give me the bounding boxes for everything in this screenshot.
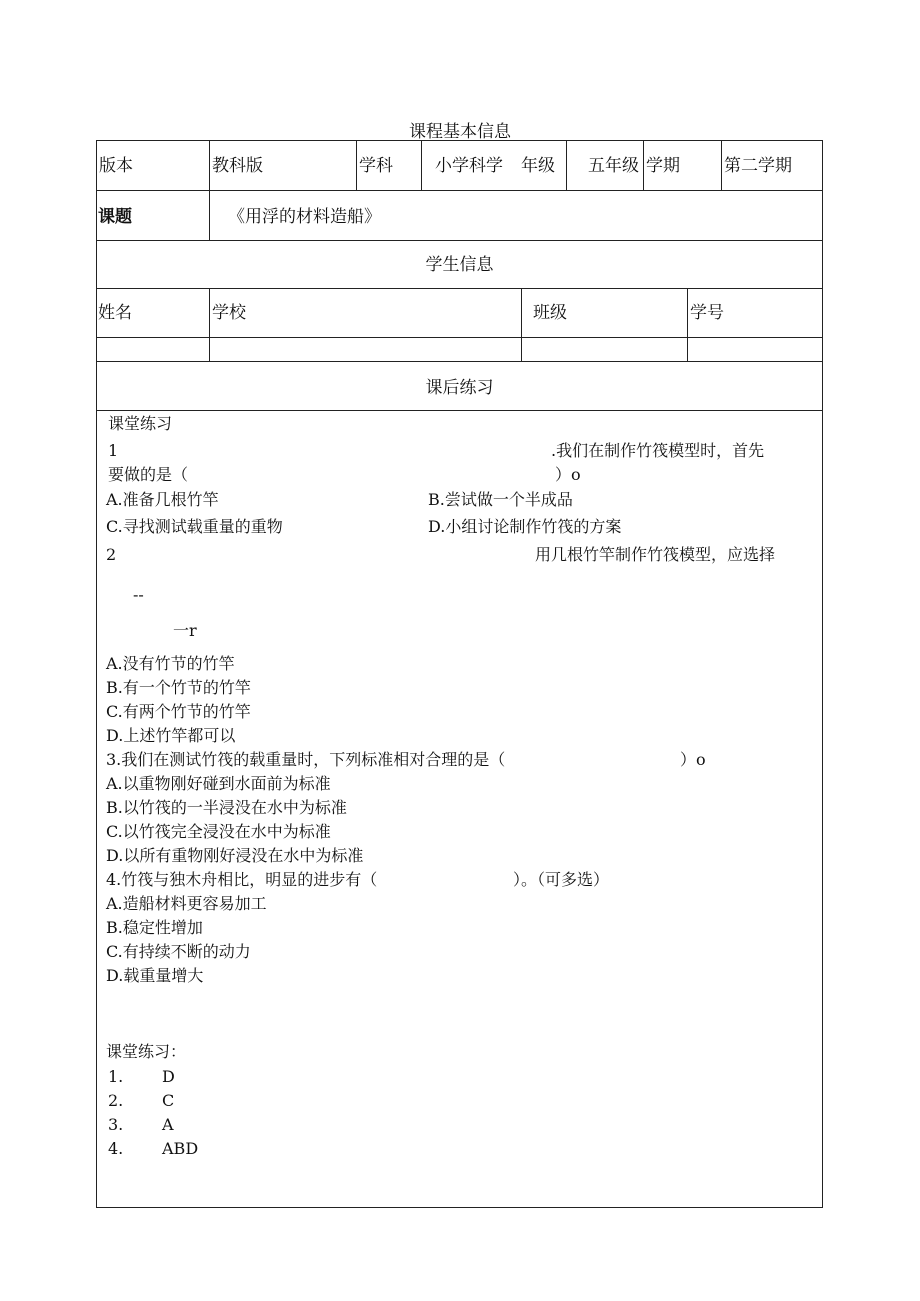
answer-1-num: 1. (108, 1067, 124, 1086)
q3-option-d: D.以所有重物刚好浸没在水中为标准 (106, 846, 364, 865)
student-info-title: 学生信息 (425, 255, 494, 275)
q4-option-d: D.载重量增大 (106, 966, 204, 985)
topic-value: 《用浮的材料造船》 (228, 207, 381, 227)
grade-value: 五年级 (588, 156, 639, 176)
answer-2-value: C (162, 1091, 175, 1110)
q2-stem-clipped (535, 544, 815, 564)
table-divider (209, 288, 210, 361)
q3-stem: 3.我们在测试竹筏的载重量时，下列标准相对合理的是（ (106, 750, 506, 769)
subject-value: 小学科学 (435, 156, 503, 176)
subject-label: 学科 (359, 156, 393, 176)
homework-title: 课后练习 (425, 378, 494, 398)
term-label: 学期 (646, 156, 680, 176)
q2-option-d: D.上述竹竿都可以 (106, 726, 236, 745)
table-divider (96, 337, 823, 338)
answer-4-num: 4. (108, 1139, 124, 1158)
answer-3-num: 3. (108, 1115, 124, 1134)
table-divider (687, 288, 688, 361)
table-divider (521, 288, 522, 361)
q2-option-c: C.有两个竹节的竹竿 (106, 702, 251, 721)
table-divider (209, 190, 210, 240)
q4-stem-end: ）。（可多选） (513, 870, 610, 889)
q4-stem: 4.竹筏与独木舟相比，明显的进步有（ (106, 870, 378, 889)
table-divider (96, 361, 823, 362)
answer-1-value: D (162, 1067, 175, 1086)
q4-option-a: A.造船材料更容易加工 (106, 894, 267, 913)
page-title: 课程基本信息 (409, 122, 511, 142)
class-label: 班级 (533, 303, 567, 323)
table-divider (209, 140, 210, 190)
edition-label: 版本 (99, 156, 133, 176)
q3-option-a: A.以重物刚好碰到水面前为标准 (106, 774, 331, 793)
table-divider (643, 140, 644, 190)
grade-label: 年级 (521, 156, 555, 176)
school-label: 学校 (212, 303, 246, 323)
q2-option-b: B.有一个竹节的竹竿 (106, 678, 251, 697)
table-divider (96, 240, 823, 241)
q2-artifact-1: -- (133, 585, 144, 604)
answer-3-value: A (162, 1115, 174, 1134)
table-divider (96, 288, 823, 289)
answer-2-num: 2. (108, 1091, 124, 1110)
table-divider (721, 140, 722, 190)
q1-option-c: C.寻找测试载重量的重物 (106, 517, 283, 536)
exercise-heading: 课堂练习 (108, 414, 173, 433)
q3-option-c: C.以竹筏完全浸没在水中为标准 (106, 822, 331, 841)
answers-heading: 课堂练习： (106, 1042, 187, 1061)
q1-stem-end: ）o (555, 465, 581, 484)
q1-stem-left: 要做的是（ (108, 465, 189, 484)
q3-option-b: B.以竹筏的一半浸没在水中为标准 (106, 798, 347, 817)
table-divider (356, 140, 357, 190)
q2-number-clipped (106, 544, 136, 564)
q3-stem-end: ）o (680, 750, 706, 769)
name-label: 姓名 (98, 303, 132, 323)
q4-option-b: B.稳定性增加 (106, 918, 203, 937)
answer-4-value: ABD (162, 1139, 199, 1158)
table-divider (566, 140, 567, 190)
table-divider (421, 140, 422, 190)
q1-option-b: B.尝试做一个半成品 (428, 490, 573, 509)
topic-label: 课题 (98, 207, 132, 227)
q1-option-a: A.准备几根竹竿 (106, 490, 219, 509)
q4-option-c: C.有持续不断的动力 (106, 942, 251, 961)
q2-option-a: A.没有竹节的竹竿 (106, 654, 235, 673)
q1-option-d: D.小组讨论制作竹筏的方案 (428, 517, 622, 536)
student-id-label: 学号 (690, 303, 724, 323)
table-divider (96, 190, 823, 191)
q2-stem-right: 用几根竹竿制作竹筏模型，应选择 (535, 545, 776, 564)
q2-artifact-2: 一r (173, 621, 197, 640)
edition-value: 教科版 (212, 156, 263, 176)
q1-number: 1 (108, 441, 119, 460)
term-value: 第二学期 (724, 156, 792, 176)
table-divider (96, 410, 823, 411)
q2-number: 2 (106, 545, 117, 564)
q1-stem-right: .我们在制作竹筏模型时，首先 (551, 441, 765, 460)
